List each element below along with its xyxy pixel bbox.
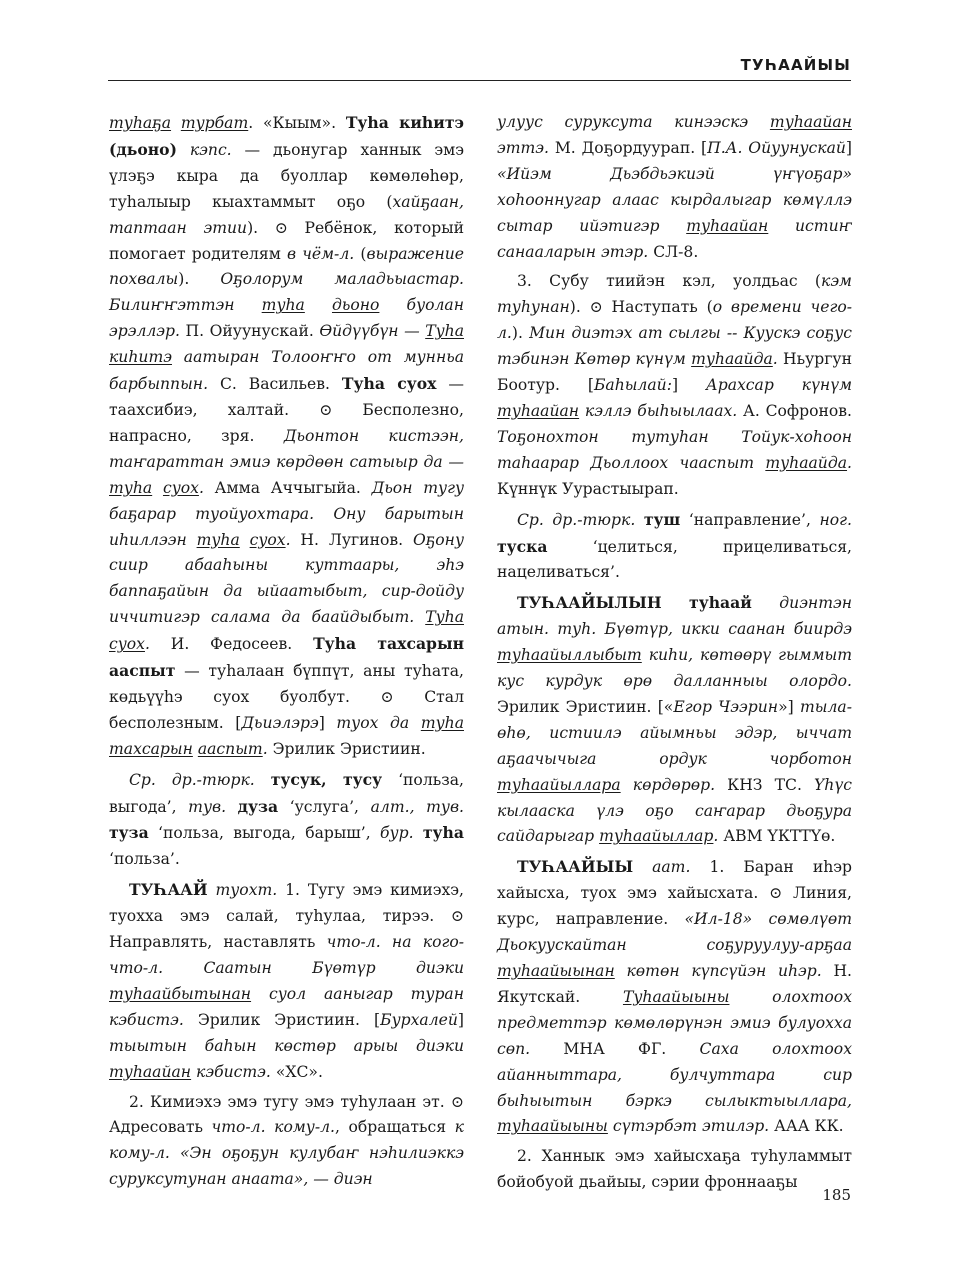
left-column [109,110,464,1197]
dictionary-paragraph: улуус суруксута кинээскэ туһаайан эттэ. М. Доҕордуурап. [П.А. Ойуунускай] «Ийэм Дьэбдьэкиэй үҥүоҕар» хоһооннугар алаас кырдалыгар көмүллэ сытар ийэтигэр туһаайан истиҥ санааларын этэр. СЛ-8. [497,113,853,261]
dictionary-paragraph: 3. Субу тиийэн кэл, уолдьас (кэм туһунан). ⊙ Наступать (о времени чего-л.). Мин диэтэх ат сылгы -- Куускэ соҕус тэбинэн Көтөр күнүм туһаайда. Ньургун Боотур. [Баһылай:] Арахсар күнүм туһаайан кэллэ быһыылаах. А. Софронов. Тоҕонохтон тутуһан Тойук-хоһоон таһаарар Дьоллоох чааспыт туһаайда. Күннүк Уурастыырап. [497,272,852,498]
right-column [497,110,852,1200]
dictionary-paragraph: Ср. др.-тюрк. тусук, тусу ‘польза, выгода’, тув. дуза ‘услуга’, алт., тув. туза ‘польза, выгода, барыш’, бур. туһа ‘польза’. [109,769,464,869]
dictionary-paragraph: Ср. др.-тюрк. туш ‘направление’, ног. туска ‘целиться, прицеливаться, нацеливаться’. [497,509,852,582]
dictionary-paragraph: ТУҺААЙ туохт. 1. Тугу эмэ кимиэхэ, туохха эмэ салай, туһулаа, тирээ. ⊙ Направлять, наставлять что-л. на кого-что-л. Саатын Бүөтүр диэки туһаайбытынан суол ааныгар туран кэбистэ. Эрилик Эристиин. [Бурхалей] тыытын баһын көстөр арыы диэки туһаайан кэбистэ. «ХС». [109,880,464,1081]
dictionary-paragraph: 2. Кимиэхэ эмэ тугу эмэ туһулаан эт. ⊙ Адресовать что-л. кому-л., обращаться к кому-л. «Эн оҕоҕун кулубаҥ нэһилиэккэ суруксутунан анаата», — диэн [109,1092,464,1189]
page-header-title: ТУҺААЙЫЫ [740,56,851,74]
dictionary-paragraph: 2. Ханнык эмэ хайысхаҕа туһуламмыт бойобуой дьайыы, сэрии фроннааҕы [497,1147,852,1192]
dictionary-paragraph: туһаҕа турбат. «Кыым». Туһа киһитэ (дьоно) кэпс. — дьонугар ханнык эмэ үлэҕэ кыра да буоллар көмөлөһөр, туһалыыр кыахтаммыт оҕо (хайҕаан, таптаан этии). ⊙ Ребёнок, который помогает родителям в чём-л. (выражение похвалы). Оҕолорум маладьыастар. Билиҥҥэттэн туһа дьоно буолан эрэллэр. П. Ойуунускай. Өйдүүбүн — Туһа киһитэ аатыран Толооҥҥо от мунньа барбыппын. С. Васильев. Туһа суох — таахсибиэ, халтай. ⊙ Бесполезно, напрасно, зря. Дьонтон кистээн, таҥараттан эмиэ көрдөөн сатыыр да — туһа суох. Амма Аччыгыйа. Дьон тугу баҕарар туойуохтара. Ону барытын иһиллээн туһа суох. Н. Лугинов. Оҕону сиир абааһыны куттаары, эһэ баппаҕайын да ыйаатыбыт, сир-дойду иччитигэр салама да баайдыбыт. Туһа суох. И. Федосеев. Туһа тахсарын ааспыт — туһалаан бүппүт, аны туһата, көдьүүһэ суох буолбут. ⊙ Стал бесполезным. [Дьиэлэрэ] туох да туһа тахсарын ааспыт. Эрилик Эристиин. [109,113,465,758]
header-rule [108,80,851,81]
page-number: 185 [822,1186,851,1204]
dictionary-paragraph: ТУҺААЙЫЫ аат. 1. Баран иһэр хайысха, туох эмэ хайысхата. ⊙ Линия, курс, направление. «Ил-18» сөмөлүөт Дьокуускайтан соҕуруулуу-арҕаа туһаайыынан көтөн күпсүйэн иһэр. Н. Якутскай. Туһаайыыны олохтоох предметтэр көмөлөрүнэн эмиэ булуохха сөп. МНА ФГ. Саха олохтоох айанныттара, булчуттара сир быһыытын бэркэ сылыктыыллара, туһаайыыны сүтэрбэт этилэр. ААА КК. [497,857,852,1136]
dictionary-paragraph: ТУҺААЙЫЛЫН туһаай диэнтэн атын. туһ. Бүөтүр, икки саанан биирдэ туһаайыллыбыт киһи, көтөөрү гыммыт кус курдук өрө далланныы олордо. Эрилик Эристиин. [«Егор Чээрин»] тыла-өһө, истиилэ айымньы эдэр, ыччат аҕаачычыга ордук чорботон туһаайыллара көрдөрөр. КНЗ ТС. Үһүс кылааска үлэ оҕо саҥарар дьоҕура сайдарыгар туһаайыллар. АВМ ҮКТТҮө. [497,593,852,846]
